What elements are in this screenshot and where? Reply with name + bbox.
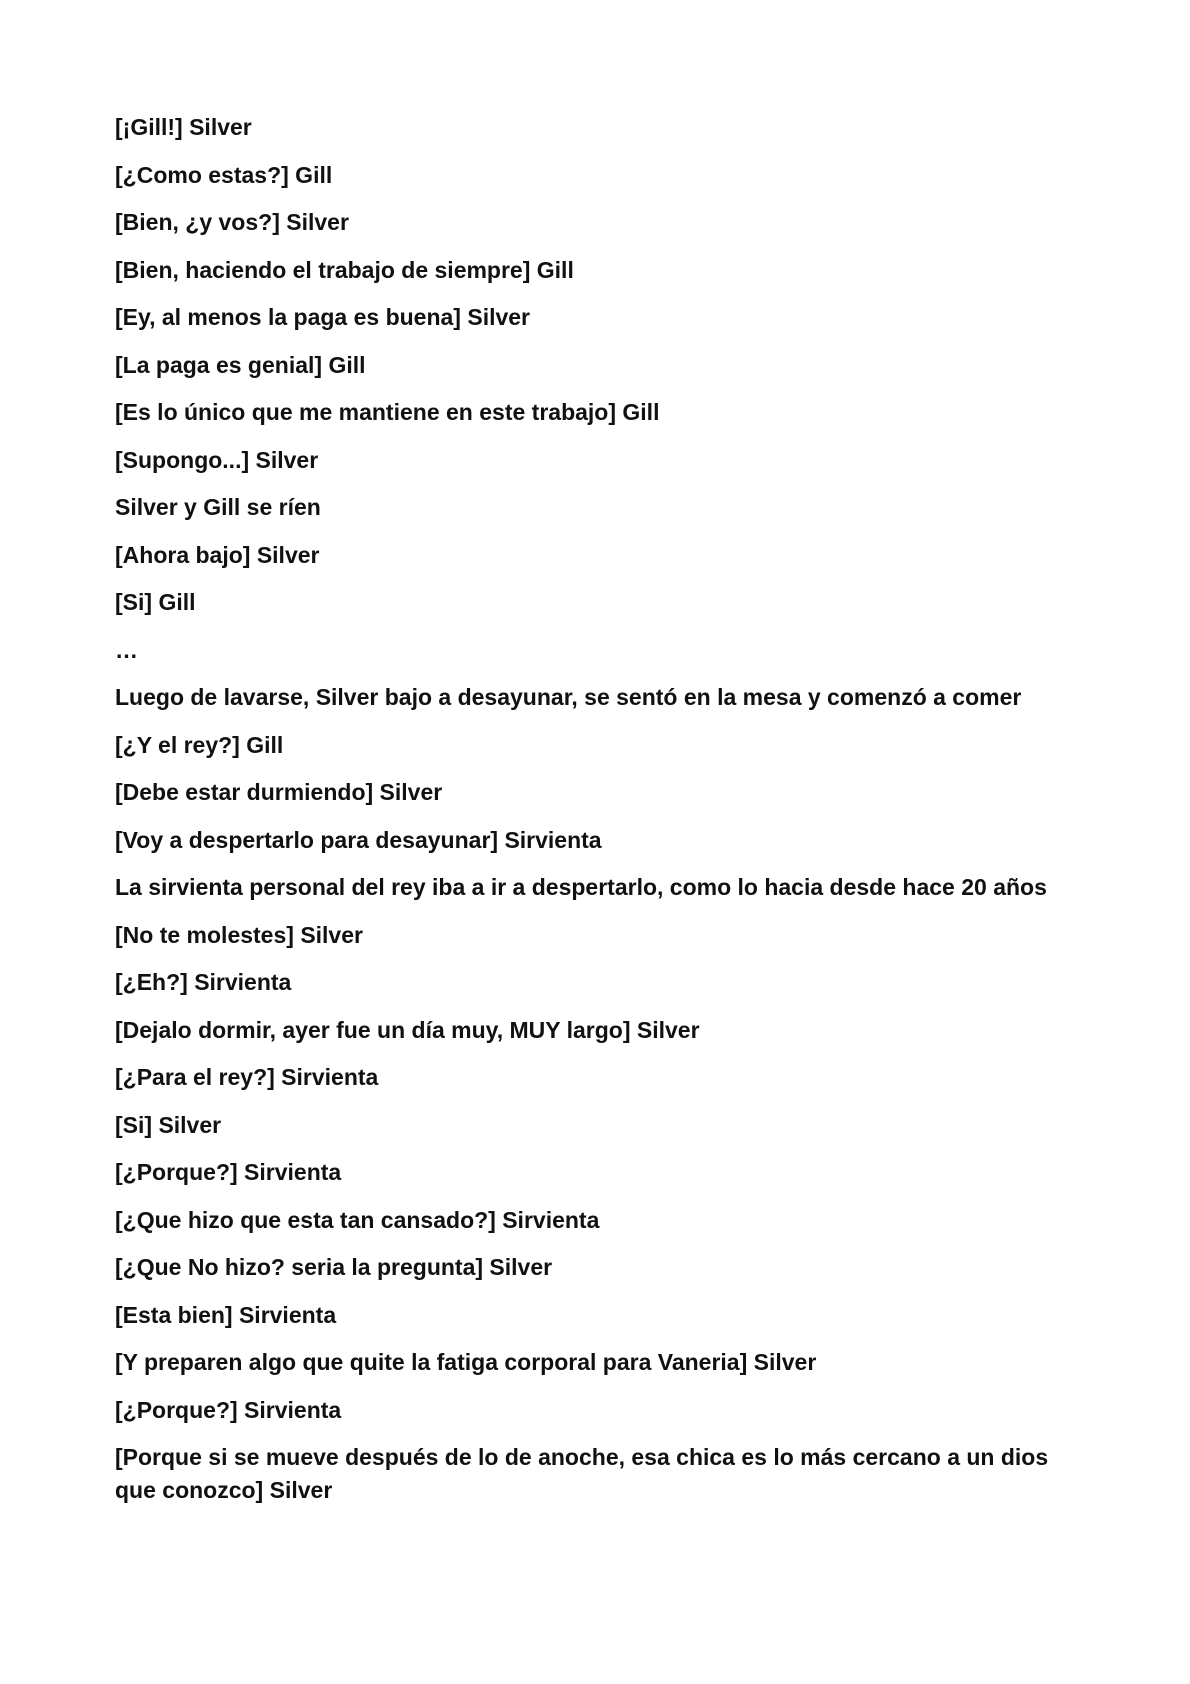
dialogue-line: [¿Para el rey?] Sirvienta [115, 1064, 379, 1090]
dialogue-line: [Bien, haciendo el trabajo de siempre] Gill [115, 256, 574, 283]
dialogue-line: [Dejalo dormir, ayer fue un día muy, MUY largo] Silver [115, 1016, 700, 1043]
dialogue-line: [Es lo único que me mantiene en este trabajo] Gill [115, 399, 660, 425]
narration-line: La sirvienta personal del rey iba a ir a despertarlo, como lo hacia desde hace 20 años [115, 874, 1047, 900]
dialogue-line: [Ahora bajo] Silver [115, 541, 320, 568]
dialogue-line: [Bien, ¿y vos?] Silver [115, 209, 349, 235]
dialogue-line: [No te molestes] Silver [115, 921, 363, 948]
dialogue-line: [¿Porque?] Sirvienta [115, 1396, 342, 1423]
dialogue-line: [Debe estar durmiendo] Silver [115, 779, 443, 805]
dialogue-line: [La paga es genial] Gill [115, 351, 366, 378]
narration-line: Luego de lavarse, Silver bajo a desayunar, se sentó en la mesa y comenzó a comer [115, 684, 1022, 710]
dialogue-line: [Y preparen algo que quite la fatiga corporal para Vaneria] Silver [115, 1349, 817, 1375]
dialogue-line: [¿Que No hizo? seria la pregunta] Silver [115, 1254, 553, 1280]
dialogue-line: [Si] Silver [115, 1111, 222, 1138]
dialogue-line: [¿Como estas?] Gill [115, 161, 333, 188]
dialogue-line: [Voy a despertarlo para desayunar] Sirvienta [115, 826, 602, 853]
document-body [115, 111, 1075, 1522]
dialogue-line: [¿Eh?] Sirvienta [115, 969, 292, 995]
dialogue-line: [¿Que hizo que esta tan cansado?] Sirvienta [115, 1206, 600, 1233]
dialogue-line: [¿Y el rey?] Gill [115, 731, 284, 758]
scene-break: … [115, 636, 138, 663]
dialogue-line: [Supongo...] Silver [115, 446, 319, 473]
dialogue-line: [¡Gill!] Silver [115, 114, 252, 140]
dialogue-line: [Porque si se mueve después de lo de anoche, esa chica es lo más cercano a un dios que conozco] Silver [115, 1444, 1049, 1503]
dialogue-line: [¿Porque?] Sirvienta [115, 1159, 342, 1185]
narration-line: Silver y Gill se ríen [115, 494, 321, 520]
dialogue-line: [Esta bien] Sirvienta [115, 1301, 337, 1328]
dialogue-line: [Ey, al menos la paga es buena] Silver [115, 304, 531, 330]
dialogue-line: [Si] Gill [115, 589, 196, 615]
